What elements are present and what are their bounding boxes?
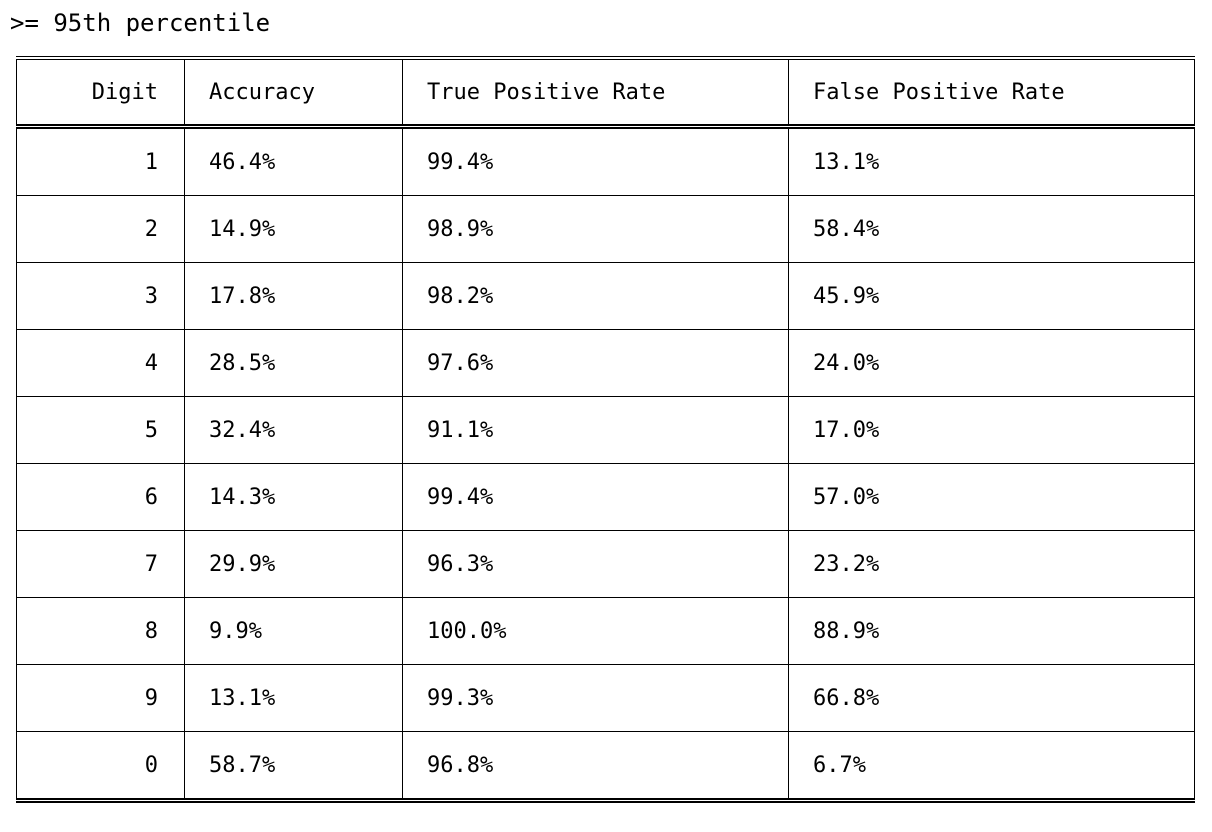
cell-false-positive-rate: 88.9% [789,598,1195,665]
cell-true-positive-rate: 99.4% [403,127,789,196]
cell-digit: 6 [17,464,185,531]
cell-digit: 0 [17,732,185,801]
cell-false-positive-rate: 66.8% [789,665,1195,732]
cell-false-positive-rate: 6.7% [789,732,1195,801]
cell-accuracy: 9.9% [185,598,403,665]
cell-true-positive-rate: 97.6% [403,330,789,397]
cell-false-positive-rate: 45.9% [789,263,1195,330]
cell-accuracy: 58.7% [185,732,403,801]
cell-true-positive-rate: 99.4% [403,464,789,531]
cell-accuracy: 14.3% [185,464,403,531]
cell-digit: 8 [17,598,185,665]
cell-digit: 3 [17,263,185,330]
column-header-false-positive-rate: False Positive Rate [789,58,1195,127]
table-row [17,196,1195,263]
cell-false-positive-rate: 58.4% [789,196,1195,263]
cell-true-positive-rate: 96.8% [403,732,789,801]
cell-true-positive-rate: 98.9% [403,196,789,263]
cell-digit: 1 [17,127,185,196]
cell-accuracy: 46.4% [185,127,403,196]
table-header [17,58,1195,127]
header-row [17,58,1195,127]
table-body [17,127,1195,801]
table-row [17,732,1195,801]
cell-accuracy: 28.5% [185,330,403,397]
cell-accuracy: 17.8% [185,263,403,330]
table-row [17,665,1195,732]
results-table [16,56,1195,803]
results-table-container [16,56,1194,803]
cell-digit: 7 [17,531,185,598]
cell-false-positive-rate: 17.0% [789,397,1195,464]
cell-accuracy: 32.4% [185,397,403,464]
table-row [17,263,1195,330]
cell-true-positive-rate: 98.2% [403,263,789,330]
cell-true-positive-rate: 100.0% [403,598,789,665]
cell-digit: 9 [17,665,185,732]
table-row [17,127,1195,196]
table-row [17,330,1195,397]
cell-true-positive-rate: 99.3% [403,665,789,732]
table-row [17,598,1195,665]
cell-digit: 2 [17,196,185,263]
cell-accuracy: 13.1% [185,665,403,732]
cell-accuracy: 14.9% [185,196,403,263]
table-row [17,464,1195,531]
column-header-accuracy: Accuracy [185,58,403,127]
cell-false-positive-rate: 23.2% [789,531,1195,598]
cell-accuracy: 29.9% [185,531,403,598]
cell-digit: 5 [17,397,185,464]
cell-digit: 4 [17,330,185,397]
column-header-true-positive-rate: True Positive Rate [403,58,789,127]
cell-false-positive-rate: 57.0% [789,464,1195,531]
cell-true-positive-rate: 96.3% [403,531,789,598]
table-row [17,531,1195,598]
cell-true-positive-rate: 91.1% [403,397,789,464]
cell-false-positive-rate: 24.0% [789,330,1195,397]
table-caption: >= 95th percentile [10,9,271,37]
table-row [17,397,1195,464]
column-header-digit: Digit [17,58,185,127]
cell-false-positive-rate: 13.1% [789,127,1195,196]
